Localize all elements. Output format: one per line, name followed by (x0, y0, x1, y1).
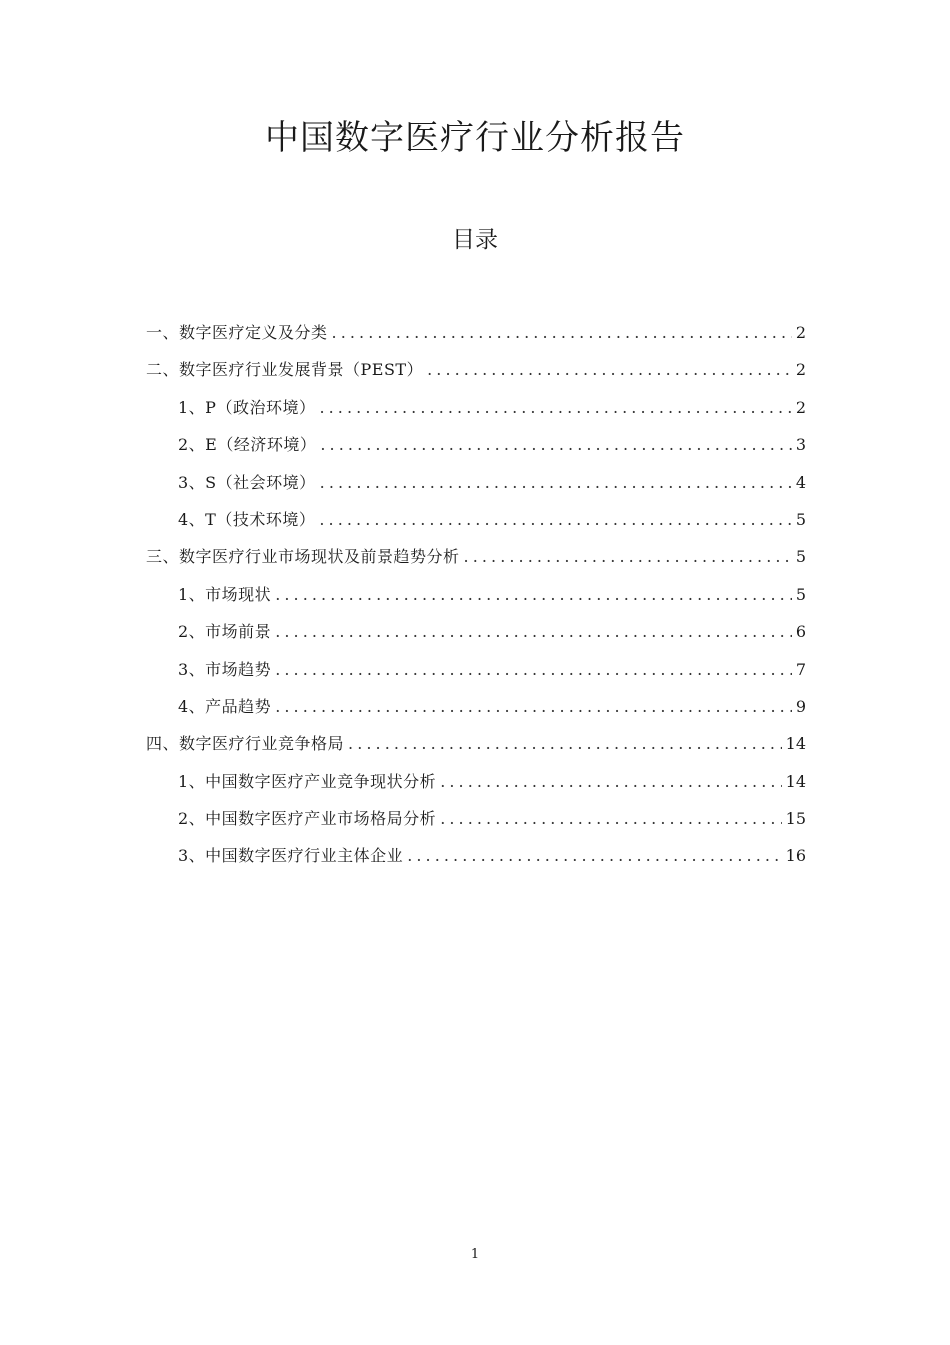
toc-entry-page: 2 (795, 397, 806, 417)
toc-entry-page: 5 (795, 547, 806, 567)
toc-entry[interactable] (146, 314, 806, 351)
toc-entry-page: 7 (795, 659, 806, 679)
toc-subentry[interactable] (146, 613, 806, 650)
toc-entry-label: 1、中国数字医疗产业竞争现状分析 (178, 771, 437, 791)
toc-entry-page: 2 (795, 323, 806, 342)
toc-subentry[interactable] (146, 837, 806, 874)
toc-entry-label: 4、产品趋势 (178, 696, 272, 716)
toc-dot-leader (440, 763, 781, 800)
toc-dot-leader (319, 501, 791, 538)
toc-entry[interactable] (146, 725, 806, 762)
toc-entry-page: 6 (795, 622, 806, 642)
toc-entry-page: 15 (785, 809, 806, 829)
toc-entry-label: 2、中国数字医疗产业市场格局分析 (178, 809, 437, 829)
toc-dot-leader (320, 426, 791, 463)
toc-heading: 目录 (452, 227, 498, 253)
page-number: 1 (470, 1247, 480, 1262)
toc-entry-page: 5 (795, 509, 806, 529)
toc-dot-leader (440, 800, 781, 837)
toc-subentry[interactable] (146, 800, 806, 837)
toc-entry-label: 3、中国数字医疗行业主体企业 (178, 846, 404, 866)
toc-entry-label: 1、P（政治环境） (178, 397, 316, 417)
toc-dot-leader (275, 651, 792, 688)
toc-entry-label: 3、市场趋势 (178, 659, 272, 679)
toc-subentry[interactable] (146, 576, 806, 613)
toc-entry-page: 16 (785, 846, 806, 866)
toc-dot-leader (319, 389, 791, 426)
toc-dot-leader (348, 725, 782, 762)
toc-dot-leader (332, 314, 792, 351)
toc-entry-label: 1、市场现状 (178, 584, 272, 604)
toc-entry[interactable] (146, 538, 806, 575)
toc-dot-leader (464, 538, 792, 575)
toc-entry-label: 四、数字医疗行业竞争格局 (146, 734, 345, 754)
document-title: 中国数字医疗行业分析报告 (265, 118, 685, 158)
toc-subentry[interactable] (146, 501, 806, 538)
toc-entry-page: 2 (795, 360, 806, 380)
toc-entry-label: 3、S（社会环境） (178, 472, 316, 492)
toc-entry-label: 一、数字医疗定义及分类 (146, 323, 328, 342)
toc-entry-label: 三、数字医疗行业市场现状及前景趋势分析 (146, 547, 460, 567)
toc-dot-leader (275, 688, 792, 725)
toc-entry-page: 14 (785, 771, 806, 791)
toc-entry-label: 2、市场前景 (178, 622, 272, 642)
toc-dot-leader (275, 613, 792, 650)
toc-entry-label: 4、T（技术环境） (178, 509, 316, 529)
toc-subentry[interactable] (146, 389, 806, 426)
toc-entry-page: 14 (785, 734, 806, 754)
toc-dot-leader (275, 576, 792, 613)
toc-entry-page: 4 (795, 472, 806, 492)
toc-subentry[interactable] (146, 426, 806, 463)
toc-entry-page: 9 (795, 696, 806, 716)
toc-subentry[interactable] (146, 763, 806, 800)
toc-entry-page: 3 (795, 435, 806, 455)
toc-entry-label: 二、数字医疗行业发展背景（PEST） (146, 360, 424, 380)
toc-subentry[interactable] (146, 651, 806, 688)
toc-dot-leader (427, 351, 792, 388)
table-of-contents (146, 314, 806, 875)
toc-entry-page: 5 (795, 584, 806, 604)
toc-entry[interactable] (146, 351, 806, 388)
toc-dot-leader (407, 837, 781, 874)
toc-subentry[interactable] (146, 688, 806, 725)
toc-entry-label: 2、E（经济环境） (178, 435, 317, 455)
toc-subentry[interactable] (146, 464, 806, 501)
toc-dot-leader (320, 464, 792, 501)
